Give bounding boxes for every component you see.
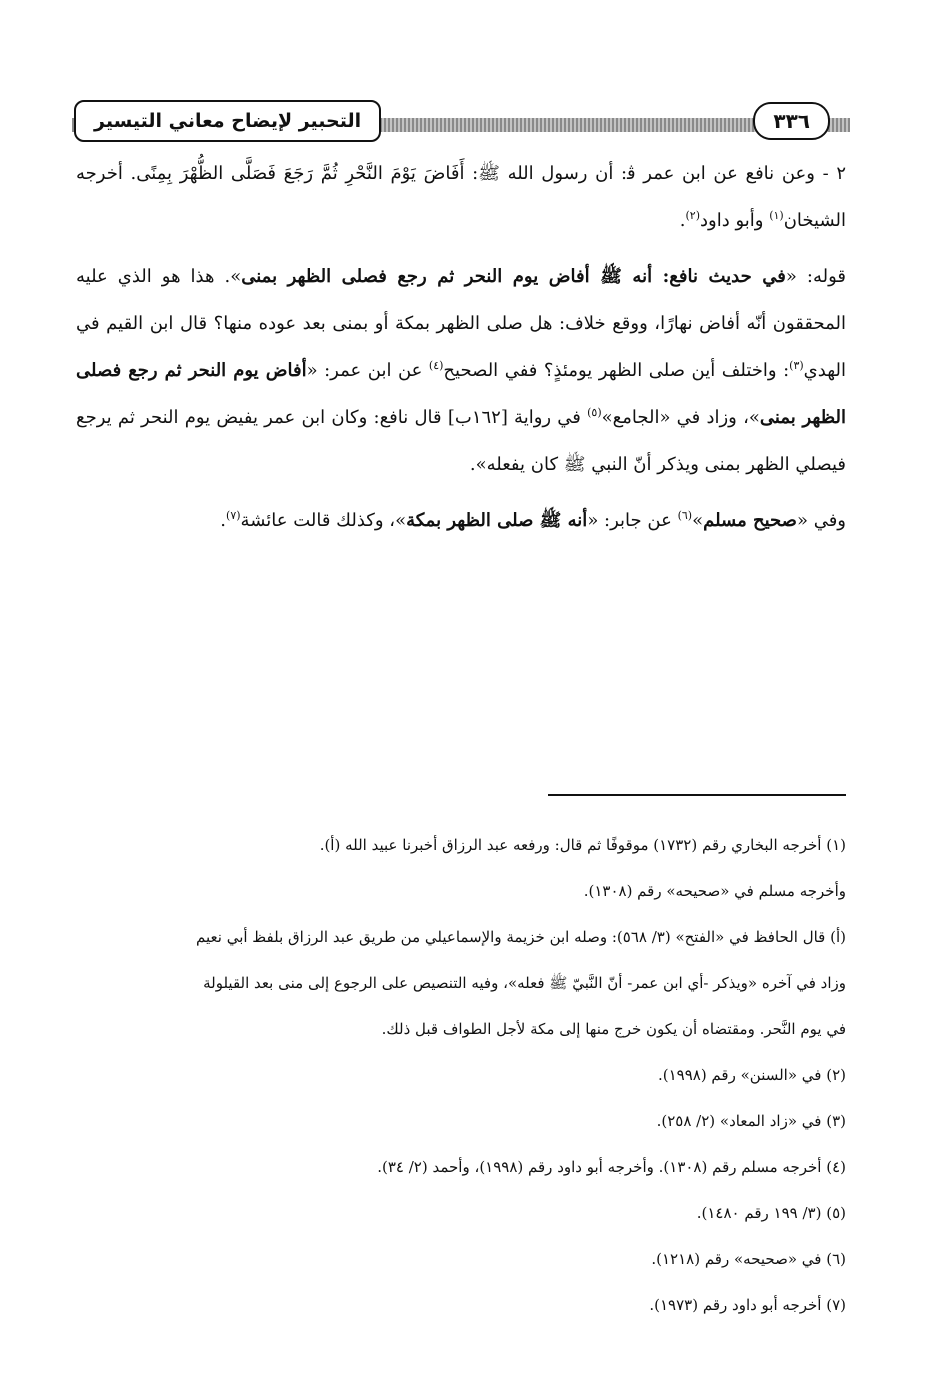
text-run: في رواية [١٦٢ب] قال نافع: وكان ابن عمر يفيض يوم النحر ثم يرجع فيصلي الظهر بمنى ويذكر أنّ النبي ﷺ كان يفعله». [76,407,846,475]
quoted-bold-text: أفاض يوم النحر ثم رجع فصلى الظهر بمنى [76,360,846,428]
footnote-separator [548,794,846,796]
footnote-line: وزاد في آخره «ويذكر -أي ابن عمر- أنّ النَّبيّ ﷺ فعله»، وفيه التنصيص على الرجوع إلى منى بعد القيلولة [203,974,846,992]
footnote-line: (٢) في «السنن» رقم (١٩٩٨). [657,1066,846,1084]
text-run: وفي « [796,510,846,531]
footnote-line: (٣) في «زاد المعاد» (٢/ ٢٥٨). [656,1112,846,1130]
footnote-ref: (٦) [677,509,693,522]
footnote-ref: (٤) [428,359,444,372]
main-text [76,150,846,553]
footnote-ref: (١) [769,209,784,222]
text-run: عن ابن عمر: « [306,360,429,381]
text-run: . أخرجه الشيخان [76,163,846,231]
text-run: قوله: « [785,266,846,287]
text-run: . [679,210,686,231]
quoted-bold-text: صحيح مسلم [703,510,797,531]
text-run: ٢ - وعن نافع عن ابن عمر ﭬ: أن رسول الله ﷺ: [464,163,847,184]
book-title: التحبير لإيضاح معاني التيسير [74,100,381,142]
page-header [72,98,850,146]
footnote-line: (١) أخرجه البخاري رقم (١٧٣٢) موقوفًا ثم قال: ورفعه عبد الرزاق أخبرنا عبيد الله (أ). [319,836,846,854]
footnote-line: في يوم النَّحر. ومقتضاه أن يكون خرج منها إلى مكة لأجل الطواف قبل ذلك. [381,1020,846,1038]
footnote-line: (٥) (٣/ ١٩٩ رقم ١٤٨٠). [696,1204,846,1222]
footnote-ref: (٢) [685,209,701,222]
footnote-ref: (٧) [226,509,241,522]
footnote-line: (٧) أخرجه أبو داود رقم (١٩٧٣). [649,1296,846,1314]
footnote-line: (أ) قال الحافظ في «الفتح» (٣/ ٥٦٨): وصله ابن خزيمة والإسماعيلي من طريق عبد الرزاق بلفظ أبي نعيم [196,928,846,946]
page-number: ٣٣٦ [753,102,830,140]
footnote-line: (٦) في «صحيحه» رقم (١٢١٨). [651,1250,846,1268]
footnote-ref: (٣) [789,359,804,372]
quoted-bold-text: في حديث نافع: أنه ﷺ أفاض يوم النحر ثم رجع فصلى الظهر بمنى [241,266,786,287]
footnote-line: وأخرجه مسلم في «صحيحه» رقم (١٣٠٨). [583,882,846,900]
text-run: وأبو داود [700,210,770,231]
text-run: . [220,510,227,531]
footnote-ref: (٥) [587,406,602,419]
text-run: ». هذا هو الذي عليه المحققون أنّه أفاض نهارًا، ووقع خلاف: هل صلى الظهر بمكة أو بمنى بعد عوده منها؟ قال ابن القيم في الهدي [76,266,846,381]
text-run: : واختلف أين صلى الظهر يومئذٍ؟ ففي الصحيح [443,360,790,381]
hadith-paragraph [76,150,846,244]
quoted-bold-text: أنه ﷺ صلى الظهر بمكة [406,510,588,531]
commentary-paragraph [76,253,846,488]
text-run: عن جابر: « [587,510,678,531]
footnote-line: (٤) أخرجه مسلم رقم (١٣٠٨). وأخرجه أبو داود رقم (١٩٩٨)، وأحمد (٢/ ٣٤). [377,1158,846,1176]
commentary-paragraph-2 [76,497,846,544]
text-run: »، وكذلك قالت عائشة [240,510,407,531]
text-run: »، وزاد في «الجامع» [601,407,760,428]
text-run: » [692,510,704,531]
footnotes [76,822,846,1328]
hadith-text: أَفَاضَ يَوْمَ النَّحْرِ ثُمَّ رَجَعَ فَصَلَّى الظُّهْرَ بِمِنًى [136,163,465,184]
